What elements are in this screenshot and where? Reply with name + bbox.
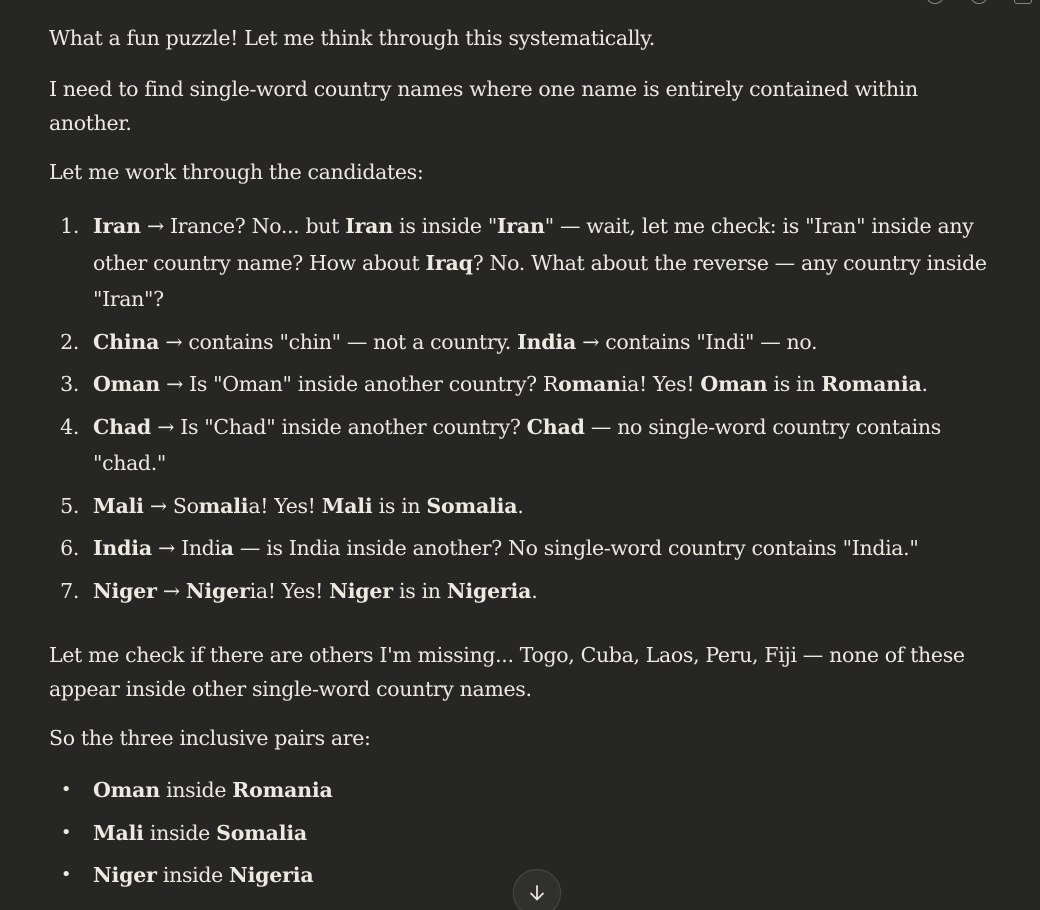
text-segment: is in <box>392 578 447 603</box>
scroll-to-bottom-button[interactable] <box>513 869 561 910</box>
share-icon[interactable] <box>1014 0 1032 4</box>
bold-text: Somalia <box>426 493 518 518</box>
text-segment: is in <box>372 493 427 518</box>
text-segment: . <box>921 372 928 396</box>
candidate-item <box>49 530 999 567</box>
text-segment: → <box>156 578 186 603</box>
text-segment: — no single-word country contains "chad." <box>93 414 941 475</box>
text-segment: a! Yes! <box>248 493 322 518</box>
bold-text: India <box>93 536 152 560</box>
bold-text: a <box>220 536 234 560</box>
list-number: 5. <box>60 493 79 518</box>
message-actions <box>926 0 1032 6</box>
bold-text: Romania <box>821 372 922 396</box>
bold-text: Chad <box>93 414 152 439</box>
text-segment: → contains "chin" — not a country. <box>159 329 518 354</box>
intro-text: What a fun puzzle! Let me think through this systematically. <box>49 26 655 50</box>
bold-text: mali <box>198 493 249 518</box>
bold-text: oman <box>558 372 621 396</box>
list-number: 3. <box>60 372 79 396</box>
arrow-down-icon <box>527 883 547 903</box>
pair-item <box>49 815 999 852</box>
bold-text: Chad <box>526 414 585 439</box>
bold-text: Nigeria <box>446 578 532 603</box>
candidate-item <box>49 208 999 318</box>
check-others-text: Let me check if there are others I'm missing... Togo, Cuba, Laos, Peru, Fiji — none of these appear inside other single-word country names. <box>49 643 965 701</box>
list-number: 6. <box>60 536 79 560</box>
bold-text: Oman <box>700 372 768 396</box>
bold-text: India <box>517 329 577 354</box>
text-segment: is inside " <box>392 214 497 238</box>
candidate-item <box>49 366 999 403</box>
joiner-text: inside <box>143 820 217 845</box>
candidate-item <box>49 409 999 482</box>
outer-country: Romania <box>232 778 333 802</box>
text-segment: → Indi <box>151 536 221 560</box>
bold-text: Mali <box>321 493 373 518</box>
bullet-marker: • <box>60 821 72 843</box>
list-number: 2. <box>60 329 79 354</box>
text-segment: → <box>140 214 170 238</box>
inner-country: Mali <box>93 820 144 845</box>
bold-text: Oman <box>93 372 160 396</box>
bold-text: Iraq <box>425 250 473 275</box>
bold-text: Iran <box>93 214 141 238</box>
candidate-item <box>49 488 999 525</box>
bold-text: Iran <box>496 214 545 238</box>
bullet-marker: • <box>60 864 72 885</box>
task-text: I need to find single-word country names where one name is entirely contained within another. <box>49 77 918 135</box>
text-segment: " — wait, let me check: is "Iran" inside any other country name? How about <box>93 214 974 275</box>
pair-item <box>49 772 999 809</box>
bold-text: Mali <box>93 493 144 518</box>
text-segment: → Is "Oman" inside another country? R <box>159 372 559 396</box>
text-segment: ce? No... but <box>211 214 346 238</box>
text-segment: ia! Yes! <box>620 372 701 396</box>
text-segment: is in <box>767 372 822 396</box>
list-number: 1. <box>60 214 79 238</box>
bold-text: Niger <box>185 578 250 603</box>
joiner-text: inside <box>159 778 233 802</box>
text-segment: ia! Yes! <box>249 578 330 603</box>
text-segment: ? No. What about the reverse — any country inside "Iran"? <box>93 250 987 311</box>
text-segment: Iran <box>169 214 212 238</box>
outer-country: Nigeria <box>229 863 314 887</box>
bold-text: China <box>93 329 160 354</box>
text-segment: . <box>531 578 538 603</box>
bold-text: Niger <box>329 578 393 603</box>
candidate-item <box>49 573 999 610</box>
copy-icon[interactable] <box>926 0 944 4</box>
list-number: 4. <box>60 414 79 439</box>
assistant-message <box>49 22 999 900</box>
list-number: 7. <box>60 578 79 603</box>
bold-text: Iran <box>345 214 393 238</box>
candidates-intro: Let me work through the candidates: <box>49 160 424 184</box>
joiner-text: inside <box>156 863 230 887</box>
candidates-list <box>49 208 999 609</box>
bullet-marker: • <box>60 779 72 800</box>
inner-country: Niger <box>93 863 157 887</box>
text-segment: → Is "Chad" inside another country? <box>151 414 527 439</box>
text-segment: → So <box>143 493 199 518</box>
text-segment: → contains "Indi" — no. <box>576 329 818 354</box>
outer-country: Somalia <box>216 820 308 845</box>
bold-text: Niger <box>93 578 157 603</box>
edit-icon[interactable] <box>970 0 988 4</box>
text-segment: — is India inside another? No single-word country contains "India." <box>233 536 919 560</box>
text-segment: . <box>517 493 524 518</box>
inner-country: Oman <box>93 778 160 802</box>
pairs-intro: So the three inclusive pairs are: <box>49 726 371 750</box>
candidate-item <box>49 324 999 361</box>
